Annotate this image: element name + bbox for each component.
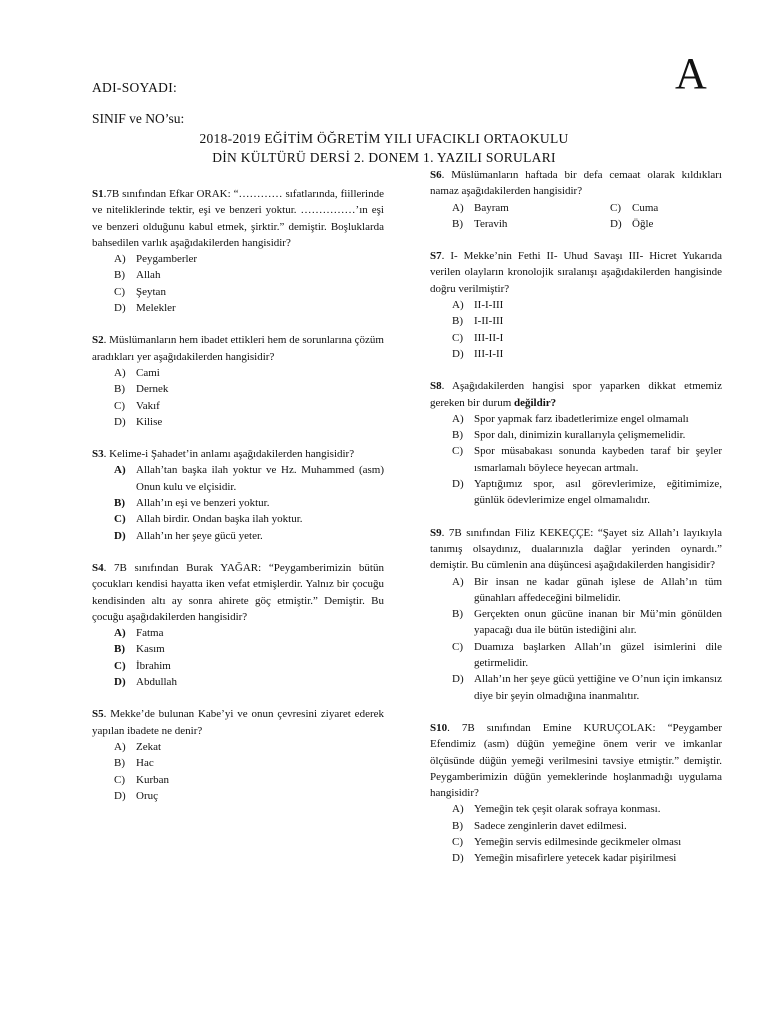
option-a[interactable]: A) Peygamberler (114, 253, 198, 266)
option-b[interactable]: B) Allah’ın eşi ve benzeri yoktur. (114, 497, 270, 510)
option-d[interactable]: D) III-I-II (452, 347, 504, 360)
question-number: S8 (430, 380, 442, 393)
question-text: . 7B sınıfından Burak YAĞAR: “Peygamberimizin bütün çocukları kendisi hayatta iken vefat etmişlerdir. Yalnız bir çocuğu kendisinden altı ay sonra ahirete göç etmiştir.” Demiştir. Bu çocuğu aşağıdakilerden hangisidir? (92, 561, 384, 623)
question-3 (92, 446, 384, 544)
question-5 (92, 706, 384, 804)
right-column (430, 167, 722, 867)
question-1 (92, 186, 384, 316)
option-c[interactable]: C) Kurban (114, 773, 169, 786)
question-number: S6 (430, 169, 442, 181)
question-text: . Müslümanların hem ibadet ettikleri hem de sorunlarına çözüm aradıkları yer aşağıdakilerden hangisidir? (92, 334, 384, 363)
question-number: S9 (430, 526, 442, 539)
option-a[interactable]: A) II-I-III (452, 299, 504, 312)
question-number: S1 (92, 188, 104, 200)
option-a[interactable]: A) Bir insan ne kadar günah işlese de Allah’ın tüm günahları affedeceğini bilmelidir. (452, 575, 722, 604)
question-text: . 7B sınıfından Emine KURUÇOLAK: “Peygamber Efendimiz (asm) düğün yemeğine önem verir ve imkanlar ölçüsünde düğün yemeği verilmesini tavsiye etmiştir.” demiştir. Peygamberimizin düğün yemeklerinde hoşlanmadığı uygulama hangisidir? (430, 721, 722, 800)
question-text: .7B sınıfından Efkar ORAK: “………… sıfatlarında, fiillerinde ve niteliklerinde tektir, eşi ve benzeri yoktur. ……………’ın eşi ve benzeri olduğunu kabul etmek, şirktir.” demiştir. Boşluklarda bahsedilen varlık aşağıdakilerden hangisidir? (92, 188, 384, 249)
option-d[interactable]: D) Melekler (114, 302, 176, 315)
question-text: . Aşağıdakilerden hangisi spor yaparken dikkat etmemiz gereken bir durum (430, 380, 722, 409)
option-c[interactable]: C) Yemeğin servis edilmesinde gecikmeler olması (452, 835, 682, 848)
question-2 (92, 332, 384, 430)
option-d[interactable]: D) Abdullah (114, 676, 177, 689)
name-label: ADI-SOYADI: (92, 80, 178, 95)
option-b[interactable]: B) I-II-III (452, 315, 504, 328)
question-number: S5 (92, 708, 104, 721)
question-text: . Kelime-i Şahadet’in anlamı aşağıdakilerden hangisidir? (103, 448, 355, 461)
question-number: S7 (430, 250, 442, 263)
question-4 (92, 560, 384, 690)
option-b[interactable]: B) Hac (114, 757, 154, 770)
option-c[interactable]: C) Şeytan (114, 285, 166, 298)
option-d[interactable]: D) Öğle (610, 217, 654, 230)
question-text: . I- Mekke’nin Fethi II- Uhud Savaşı III- Hicret Yukarıda verilen olayların kronolojik sıralanışı aşağıdakilerden hangisinde doğru verilmiştir? (430, 250, 722, 295)
option-d[interactable]: D) Yaptığımız spor, asıl görevlerimize, eğitimimize, günlük ödevlerimize engel olmamalıdır. (452, 478, 722, 507)
question-number: S10 (430, 721, 448, 734)
option-b[interactable]: B) Kasım (114, 643, 165, 656)
option-c[interactable]: C) Vakıf (114, 399, 160, 412)
exam-title-line1: 2018-2019 EĞİTİM ÖĞRETİM YILI UFACIKLI ORTAOKULU (199, 131, 569, 146)
option-c[interactable]: C) İbrahim (114, 659, 171, 672)
option-d[interactable]: D) Allah’ın her şeye gücü yeter. (114, 529, 263, 542)
question-text: . Müslümanların haftada bir defa cemaat olarak kıldıkları namaz aşağıdakilerden hangisidir? (430, 169, 722, 198)
question-9 (430, 525, 722, 704)
negative-keyword: değildir? (514, 396, 557, 409)
question-text: . 7B sınıfından Filiz KEKEÇÇE: “Şayet siz Allah’ı layıkıyla tanımış olsaydınız, dualarınızla dağlar yerinden oynardı.” demiştir. Bu cümlenin ana düşüncesi aşağıdakilerden hangisidir? (430, 526, 722, 572)
option-b[interactable]: B) Sadece zenginlerin davet edilmesi. (452, 819, 627, 832)
left-column (92, 186, 384, 804)
exam-title-line2: DİN KÜLTÜRÜ DERSİ 2. DONEM 1. YAZILI SORULARI (212, 150, 556, 165)
option-b[interactable]: B) Teravih (452, 217, 508, 230)
option-d[interactable]: D) Yemeğin misafirlere yetecek kadar pişirilmesi (452, 852, 677, 865)
option-b[interactable]: B) Spor dalı, dinimizin kurallarıyla çelişmemelidir. (452, 429, 686, 442)
exam-version-letter: A (675, 49, 707, 98)
question-number: S3 (92, 448, 104, 461)
option-b[interactable]: B) Dernek (114, 383, 169, 396)
class-label: SINIF ve NO’su: (92, 111, 185, 126)
question-8 (430, 378, 722, 508)
option-a[interactable]: A) Cami (114, 366, 160, 379)
option-b[interactable]: B) Gerçekten onun gücüne inanan bir Mü’min gönülden yapacağı dua ile bütün istediğini alır. (452, 608, 722, 637)
question-text: . Mekke’de bulunan Kabe’yi ve onun çevresini ziyaret ederek yapılan ibadete ne denir? (92, 708, 384, 737)
option-b[interactable]: B) Allah (114, 269, 161, 282)
question-7 (430, 248, 722, 362)
option-a[interactable]: A) Yemeğin tek çeşit olarak sofraya konması. (452, 803, 661, 816)
question-number: S4 (92, 561, 104, 574)
question-number: S2 (92, 334, 104, 347)
option-d[interactable]: D) Kilise (114, 415, 163, 428)
option-d[interactable]: D) Oruç (114, 789, 158, 802)
option-a[interactable]: A) Allah’tan başka ilah yoktur ve Hz. Muhammed (asm) Onun kulu ve elçisidir. (114, 464, 384, 493)
option-c[interactable]: C) Spor müsabakası sonunda kaybeden taraf bir şeyler ısmarlamalı böylece heyecan artmalı. (452, 445, 722, 474)
option-a[interactable]: A) Fatma (114, 627, 164, 640)
option-a[interactable]: A) Bayram (452, 201, 509, 214)
option-d[interactable]: D) Allah’ın her şeye gücü yettiğine ve O’nun için imkansız diye bir şeyin olmadığına inanmalıtır. (452, 673, 722, 702)
option-a[interactable]: A) Spor yapmak farz ibadetlerimize engel olmamalı (452, 412, 689, 425)
option-c[interactable]: C) Cuma (610, 201, 659, 214)
question-6 (430, 167, 722, 232)
option-c[interactable]: C) Allah birdir. Ondan başka ilah yoktur. (114, 513, 303, 526)
option-c[interactable]: C) Duamıza başlarken Allah’ın güzel isimlerini dile getirmelidir. (452, 640, 722, 670)
option-a[interactable]: A) Zekat (114, 740, 162, 753)
question-10 (430, 720, 722, 867)
option-c[interactable]: C) III-II-I (452, 331, 504, 344)
